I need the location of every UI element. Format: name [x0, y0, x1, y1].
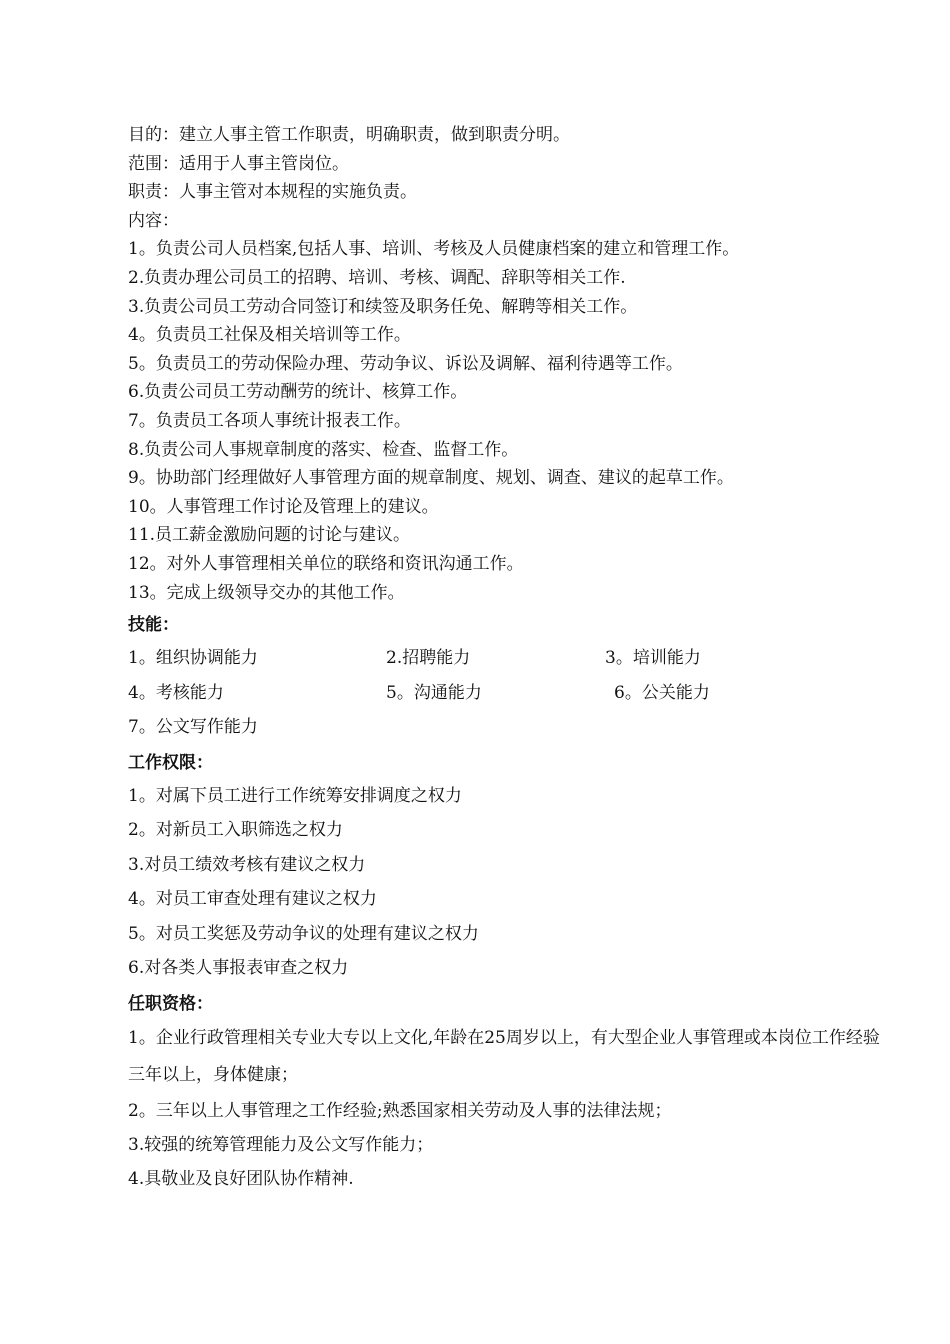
content-item: 1。负责公司人员档案,包括人事、培训、考核及人员健康档案的建立和管理工作。	[128, 239, 740, 260]
skill-item: 6。公关能力	[614, 682, 710, 703]
skills-row	[128, 676, 908, 711]
authority-heading: 工作权限：	[128, 752, 213, 773]
skill-item: 4。考核能力	[128, 682, 224, 703]
content-item: 10。人事管理工作讨论及管理上的建议。	[128, 496, 439, 517]
responsibility-line: 职责：人事主管对本规程的实施负责。	[128, 182, 417, 203]
qualification-item: 2。三年以上人事管理之工作经验;熟悉国家相关劳动及人事的法律法规；	[128, 1100, 672, 1121]
content-item: 6.负责公司员工劳动酬劳的统计、核算工作。	[128, 382, 468, 403]
qualification-item: 3.较强的统筹管理能力及公文写作能力；	[128, 1134, 434, 1155]
purpose-line: 目的：建立人事主管工作职责，明确职责，做到职责分明。	[128, 125, 570, 145]
content-item: 7。负责员工各项人事统计报表工作。	[128, 410, 411, 431]
content-label: 内容：	[128, 210, 179, 231]
qualifications-list	[128, 1020, 908, 1196]
authority-item: 6.对各类人事报表审查之权力	[128, 958, 349, 979]
document-page	[128, 121, 908, 1196]
content-item: 3.负责公司员工劳动合同签订和续签及职务任免、解聘等相关工作。	[128, 296, 638, 317]
content-item: 2.负责办理公司员工的招聘、培训、考核、调配、辞职等相关工作.	[128, 267, 626, 288]
authority-item: 1。对属下员工进行工作统筹安排调度之权力	[128, 785, 462, 806]
skills-row	[128, 641, 908, 676]
content-item: 12。对外人事管理相关单位的联络和资讯沟通工作。	[128, 553, 524, 574]
skill-item: 1。组织协调能力	[128, 648, 258, 669]
skill-item: 7。公文写作能力	[128, 717, 258, 738]
authority-item: 2。对新员工入职筛选之权力	[128, 820, 343, 841]
authority-item: 5。对员工奖惩及劳动争议的处理有建议之权力	[128, 923, 479, 944]
authority-item: 3.对员工绩效考核有建议之权力	[128, 854, 366, 875]
qualification-item: 1。企业行政管理相关专业大专以上文化,年龄在25周岁以上，有大型企业人事管理或本岗位工作经验三年以上，身体健康；	[128, 1027, 880, 1085]
qualifications-heading: 任职资格：	[128, 993, 213, 1014]
content-item: 9。协助部门经理做好人事管理方面的规章制度、规划、调查、建议的起草工作。	[128, 468, 734, 489]
skills-heading: 技能：	[128, 615, 179, 636]
skills-grid	[128, 641, 908, 745]
content-item: 8.负责公司人事规章制度的落实、检查、监督工作。	[128, 439, 519, 460]
scope-line: 范围：适用于人事主管岗位。	[128, 153, 349, 174]
content-item: 13。完成上级领导交办的其他工作。	[128, 582, 405, 603]
skill-item: 3。培训能力	[605, 648, 701, 669]
content-item: 11.员工薪金激励问题的讨论与建议。	[128, 525, 411, 546]
qualification-item: 4.具敬业及良好团队协作精神.	[128, 1168, 354, 1189]
content-item: 5。负责员工的劳动保险办理、劳动争议、诉讼及调解、福利待遇等工作。	[128, 353, 683, 374]
skill-item: 5。沟通能力	[386, 682, 482, 703]
content-item: 4。负责员工社保及相关培训等工作。	[128, 325, 411, 346]
authority-list	[128, 779, 908, 986]
skills-row	[128, 710, 908, 745]
content-list	[128, 235, 908, 607]
authority-item: 4。对员工审查处理有建议之权力	[128, 889, 377, 910]
skill-item: 2.招聘能力	[386, 648, 471, 669]
